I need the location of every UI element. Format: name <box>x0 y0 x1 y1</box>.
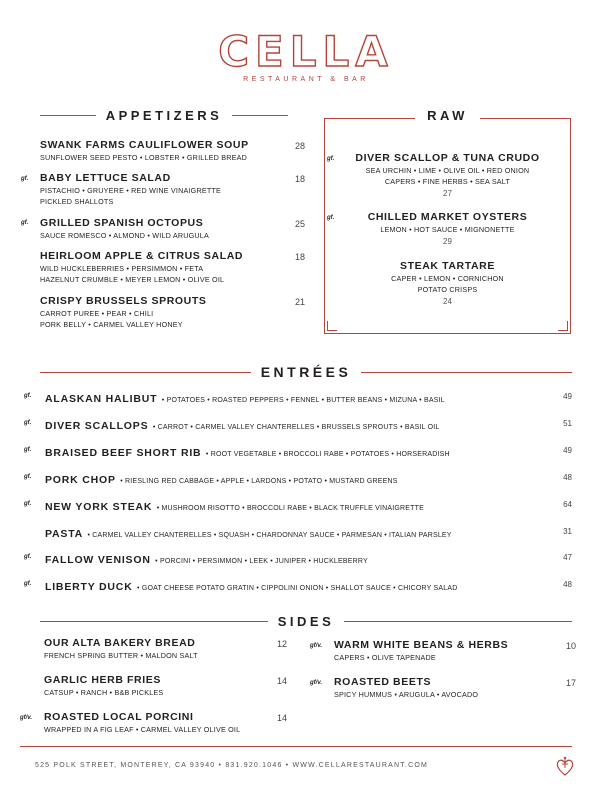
gluten-free-badge: gf. <box>24 474 32 480</box>
item-description: PISTACHIO • GRUYERE • RED WINE VINAIGRETTE <box>40 186 222 195</box>
side-item <box>20 711 287 735</box>
menu-item <box>325 211 570 246</box>
corner-ornament <box>558 321 568 331</box>
gluten-free-vegan-badge: gf/v. <box>310 680 323 686</box>
item-name: CRISPY BRUSSELS SPROUTS <box>40 295 207 307</box>
item-description: • CARMEL VALLEY CHANTERELLES • SQUASH • CHARDONNAY SAUCE • PARMESAN • ITALIAN PARSLEY <box>87 532 452 539</box>
sides-title: SIDES <box>277 614 335 629</box>
divider <box>344 621 572 622</box>
item-price: 18 <box>294 174 305 184</box>
entree-text <box>45 443 450 461</box>
item-name: NEW YORK STEAK <box>45 501 153 513</box>
entrees-header <box>40 364 572 380</box>
footer-contact: 525 POLK STREET, MONTEREY, CA 93940 • 831.920.1046 • WWW.CELLARESTAURANT.COM <box>35 762 429 769</box>
corner-ornament <box>327 321 337 331</box>
item-description: PICKLED SHALLOTS <box>40 197 114 206</box>
entree-row <box>24 550 572 564</box>
entree-text <box>45 416 439 434</box>
raw-section-box <box>324 118 571 334</box>
item-name: BRAISED BEEF SHORT RIB <box>45 447 202 459</box>
item-name: BABY LETTUCE SALAD <box>40 172 171 184</box>
item-price: 14 <box>276 713 287 723</box>
item-name: SWANK FARMS CAULIFLOWER SOUP <box>40 139 249 151</box>
item-name: PORK CHOP <box>45 474 116 486</box>
gluten-free-badge: gf. <box>24 581 32 587</box>
item-name: GARLIC HERB FRIES <box>44 674 161 686</box>
entree-text <box>45 524 452 542</box>
item-description: • CARROT • CARMEL VALLEY CHANTERELLES • BRUSSELS SPROUTS • BASIL OIL <box>152 424 440 431</box>
item-description: CATSUP • RANCH • B&B PICKLES <box>44 688 164 697</box>
entree-row <box>24 416 572 430</box>
side-item <box>44 674 287 698</box>
raw-title: RAW <box>415 108 480 123</box>
item-name: LIBERTY DUCK <box>45 581 133 593</box>
item-description: • MUSHROOM RISOTTO • BROCCOLI RABE • BLACK TRUFFLE VINAIGRETTE <box>156 505 424 512</box>
item-name: CHILLED MARKET OYSTERS <box>367 211 528 223</box>
item-name: OUR ALTA BAKERY BREAD <box>44 637 196 649</box>
item-name: WARM WHITE BEANS & HERBS <box>334 639 509 651</box>
item-description: • ROOT VEGETABLE • BROCCOLI RABE • POTATOES • HORSERADISH <box>205 451 450 458</box>
item-name: ALASKAN HALIBUT <box>45 393 158 405</box>
item-price: 64 <box>563 500 572 509</box>
gluten-free-vegan-badge: gf/v. <box>20 715 33 721</box>
item-description: • PORCINI • PERSIMMON • LEEK • JUNIPER • HUCKLEBERRY <box>155 558 368 565</box>
entree-text <box>45 389 445 407</box>
menu-item <box>40 250 305 285</box>
item-description: CAPERS • FINE HERBS • SEA SALT <box>384 177 511 186</box>
item-description: WILD HUCKLEBERRIES • PERSIMMON • FETA <box>40 264 204 273</box>
gluten-free-vegan-badge: gf/v. <box>310 643 323 649</box>
menu-item <box>325 152 570 198</box>
item-name: DIVER SCALLOP & TUNA CRUDO <box>355 152 540 164</box>
sides-header <box>40 614 572 629</box>
item-description: CAPER • LEMON • CORNICHON <box>391 274 504 283</box>
item-price: 21 <box>294 297 305 307</box>
gluten-free-badge: gf. <box>24 554 32 560</box>
item-name: GRILLED SPANISH OCTOPUS <box>40 217 204 229</box>
item-price: 17 <box>565 678 576 688</box>
entree-row <box>24 470 572 484</box>
item-name: ROASTED LOCAL PORCINI <box>44 711 194 723</box>
divider <box>40 115 96 116</box>
item-price: 14 <box>276 676 287 686</box>
entree-row <box>24 524 572 538</box>
gluten-free-badge: gf. <box>24 393 32 399</box>
item-description: POTATO CRISPS <box>417 285 478 294</box>
divider <box>40 621 268 622</box>
item-price: 49 <box>563 392 572 401</box>
gluten-free-badge: gf. <box>21 220 29 226</box>
restaurant-logo: CELLA <box>218 27 394 76</box>
item-description: CARROT PUREE • PEAR • CHILI <box>40 309 154 318</box>
footer-divider <box>20 746 572 747</box>
appetizers-title: APPETIZERS <box>105 108 223 123</box>
side-item <box>310 676 576 700</box>
item-description: PORK BELLY • CARMEL VALLEY HONEY <box>40 320 183 329</box>
gluten-free-badge: gf. <box>24 420 32 426</box>
item-name: STEAK TARTARE <box>400 260 495 272</box>
item-description: WRAPPED IN A FIG LEAF • CARMEL VALLEY OLIVE OIL <box>44 725 241 734</box>
item-price: 48 <box>563 473 572 482</box>
entree-text <box>45 497 424 515</box>
divider <box>232 115 288 116</box>
entree-text <box>45 577 457 595</box>
gluten-free-badge: gf. <box>327 156 335 162</box>
appetizers-header <box>40 108 288 123</box>
entree-row <box>24 443 572 457</box>
entree-row <box>24 497 572 511</box>
item-description: SAUCE ROMESCO • ALMOND • WILD ARUGULA <box>40 231 209 240</box>
divider <box>361 372 572 373</box>
item-price: 25 <box>294 219 305 229</box>
divider <box>40 372 251 373</box>
gluten-free-badge: gf. <box>24 447 32 453</box>
item-description: • GOAT CHEESE POTATO GRATIN • CIPPOLINI ONION • SHALLOT SAUCE • CHICORY SALAD <box>137 585 458 592</box>
item-description: • POTATOES • ROASTED PEPPERS • FENNEL • BUTTER BEANS • MIZUNA • BASIL <box>161 397 445 404</box>
gluten-free-badge: gf. <box>24 501 32 507</box>
item-description: HAZELNUT CRUMBLE • MEYER LEMON • OLIVE OIL <box>40 275 225 284</box>
entree-text <box>45 550 368 568</box>
item-name: HEIRLOOM APPLE & CITRUS SALAD <box>40 250 244 262</box>
item-description: SEA URCHIN • LIME • OLIVE OIL • RED ONION <box>365 166 530 175</box>
item-price: 47 <box>563 553 572 562</box>
menu-item <box>40 139 305 163</box>
item-name: ROASTED BEETS <box>334 676 432 688</box>
item-price: 27 <box>443 189 452 198</box>
menu-item <box>325 260 570 306</box>
item-description: LEMON • HOT SAUCE • MIGNONETTE <box>380 225 515 234</box>
item-price: 12 <box>276 639 287 649</box>
menu-item <box>21 217 305 241</box>
entree-row <box>24 577 572 591</box>
entrees-title: ENTRÉES <box>260 364 352 380</box>
item-name: FALLOW VENISON <box>45 554 151 566</box>
item-name: DIVER SCALLOPS <box>45 420 149 432</box>
side-item <box>310 639 576 663</box>
item-name: PASTA <box>45 528 84 540</box>
item-description: CAPERS • OLIVE TAPENADE <box>334 653 436 662</box>
item-description: SPICY HUMMUS • ARUGULA • AVOCADO <box>334 690 479 699</box>
item-price: 29 <box>443 237 452 246</box>
fleur-icon <box>555 755 575 777</box>
brand-header <box>0 27 612 83</box>
restaurant-tagline: RESTAURANT & BAR <box>243 76 369 83</box>
item-description: • RIESLING RED CABBAGE • APPLE • LARDONS • POTATO • MUSTARD GREENS <box>120 478 398 485</box>
item-price: 28 <box>294 141 305 151</box>
item-description: FRENCH SPRING BUTTER • MALDON SALT <box>44 651 198 660</box>
gluten-free-badge: gf. <box>21 176 29 182</box>
item-price: 18 <box>294 252 305 262</box>
item-price: 31 <box>563 527 572 536</box>
menu-item <box>21 172 305 207</box>
menu-item <box>40 295 305 330</box>
item-price: 48 <box>563 580 572 589</box>
item-description: SUNFLOWER SEED PESTO • LOBSTER • GRILLED BREAD <box>40 153 248 162</box>
gluten-free-badge: gf. <box>327 215 335 221</box>
entree-text <box>45 470 398 488</box>
side-item <box>44 637 287 661</box>
item-price: 24 <box>443 297 452 306</box>
item-price: 10 <box>565 641 576 651</box>
entree-row <box>24 389 572 403</box>
item-price: 51 <box>563 419 572 428</box>
item-price: 49 <box>563 446 572 455</box>
